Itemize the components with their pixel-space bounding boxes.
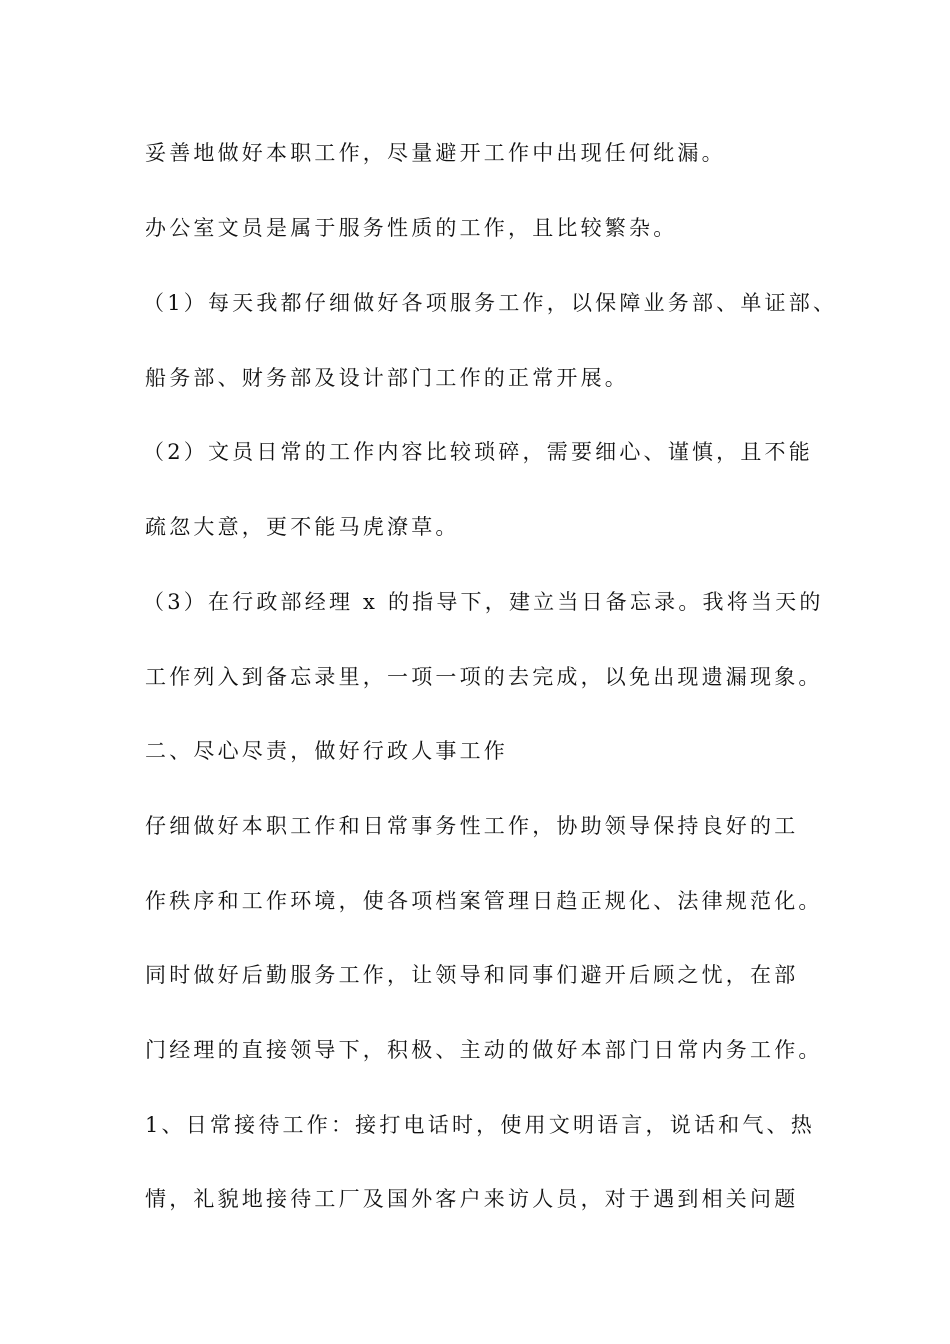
text-line: 作秩序和工作环境，使各项档案管理日趋正规化、法律规范化。 [145,889,823,913]
text-line: 妥善地做好本职工作，尽量避开工作中出现任何纰漏。 [145,141,726,165]
text-line: 仔细做好本职工作和日常事务性工作，协助领导保持良好的工 [145,814,799,838]
text-line: （3）在行政部经理 x 的指导下，建立当日备忘录。我将当天的 [143,590,824,614]
text-line: （2）文员日常的工作内容比较琐碎，需要细心、谨慎，且不能 [143,440,813,464]
text-line: 同时做好后勤服务工作，让领导和同事们避开后顾之忧，在部 [145,963,799,987]
text-line: 办公室文员是属于服务性质的工作，且比较繁杂。 [145,216,678,240]
text-line: 疏忽大意，更不能马虎潦草。 [145,515,460,539]
section-heading: 二、尽心尽责，做好行政人事工作 [145,739,508,763]
text-line: 1、日常接待工作：接打电话时，使用文明语言，说话和气、热 [145,1113,815,1137]
text-line: 工作列入到备忘录里，一项一项的去完成，以免出现遗漏现象。 [145,665,823,689]
text-line: 情，礼貌地接待工厂及国外客户来访人员，对于遇到相关问题 [145,1187,799,1211]
text-line: 门经理的直接领导下，积极、主动的做好本部门日常内务工作。 [145,1038,823,1062]
text-line: 船务部、财务部及设计部门工作的正常开展。 [145,366,629,390]
text-line: （1）每天我都仔细做好各项服务工作，以保障业务部、单证部、 [143,291,838,315]
